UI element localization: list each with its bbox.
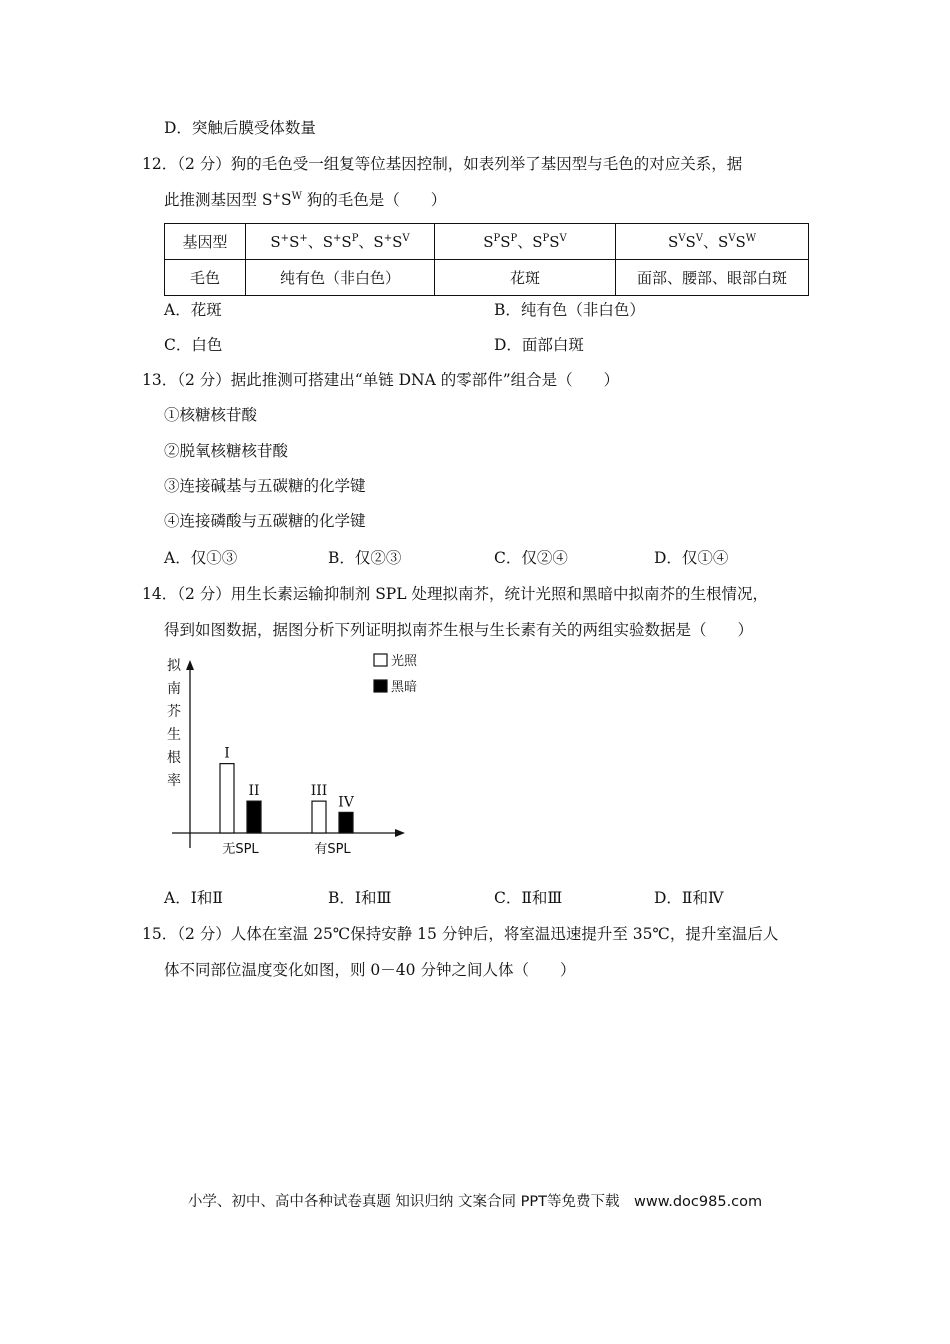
legend-label: 光照 xyxy=(391,654,418,669)
table-header-genotype: 基因型 xyxy=(165,224,246,260)
table-row-genotype xyxy=(165,224,809,260)
bar-iii xyxy=(312,801,326,833)
table-row-color xyxy=(165,260,809,296)
genotype-cell-1: S+S+、$S^+S^P$、$S^+S^V$ xyxy=(246,224,435,260)
q13-item-4: ④连接磷酸与五碳糖的化学键 xyxy=(164,512,366,530)
q12-option-c[interactable]: C．白色 xyxy=(164,336,223,354)
table-header-color: 毛色 xyxy=(165,260,246,296)
x-axis-arrow xyxy=(395,829,405,837)
q13-option-d[interactable]: D．仅①④ xyxy=(654,549,729,567)
bar-ii xyxy=(247,801,261,833)
q11-option-d: D．突触后膜受体数量 xyxy=(164,119,316,137)
rooting-rate-chart xyxy=(160,650,420,865)
y-axis-label-char: 芥 xyxy=(167,704,181,720)
color-cell-3: 面部、腰部、眼部白斑 xyxy=(616,260,809,296)
bar-label: IV xyxy=(338,794,354,811)
legend-label: 黑暗 xyxy=(391,680,418,695)
q14-stem-line2: 得到如图数据，据图分析下列证明拟南芥生根与生长素有关的两组实验数据是（ ） xyxy=(164,621,754,639)
y-axis-arrow xyxy=(186,660,194,670)
q12-stem-line2 xyxy=(164,190,446,210)
y-axis-label-char: 生 xyxy=(167,727,181,743)
genotype-table xyxy=(164,223,809,296)
bar-label: I xyxy=(224,745,230,762)
q13-option-c[interactable]: C．仅②④ xyxy=(494,549,568,567)
q14-option-b[interactable]: B．Ⅰ和Ⅲ xyxy=(328,889,392,907)
q13-option-a[interactable]: A．仅①③ xyxy=(164,549,238,567)
q12-option-d[interactable]: D．面部白斑 xyxy=(494,336,584,354)
q12-stem-line2-mid: S xyxy=(280,191,292,209)
q14-option-d[interactable]: D．Ⅱ和Ⅳ xyxy=(654,889,724,907)
q12-stem-line2-pre: 此推测基因型 S xyxy=(164,191,273,209)
q12-option-b[interactable]: B．纯有色（非白色） xyxy=(494,301,645,319)
q13-stem: 13．（2 分）据此推测可搭建出“单链 DNA 的零部件”组合是（ ） xyxy=(142,371,620,389)
q12-option-a[interactable]: A．花斑 xyxy=(164,301,222,319)
footer-banner: 小学、初中、高中各种试卷真题 知识归纳 文案合同 PPT等免费下载 www.doc985.com xyxy=(187,1194,763,1210)
q14-option-a[interactable]: A．Ⅰ和Ⅱ xyxy=(164,889,223,907)
q12-stem-line1: 12．（2 分）狗的毛色受一组复等位基因控制，如表列举了基因型与毛色的对应关系，据 xyxy=(142,155,743,173)
legend-swatch xyxy=(374,654,387,666)
q15-stem-line1: 15．（2 分）人体在室温 25℃保持安静 15 分钟后，将室温迅速提升至 35℃，提升室温后人 xyxy=(142,925,779,943)
q13-item-1: ①核糖核苷酸 xyxy=(164,406,258,424)
color-cell-2: 花斑 xyxy=(435,260,616,296)
q12-sup-plus: + xyxy=(272,191,281,202)
q12-stem-line2-post: 狗的毛色是（ ） xyxy=(301,191,447,209)
genotype-cell-3: $S^VS^V$、$S^VS^W$ xyxy=(616,224,809,260)
q12-sup-w: W xyxy=(291,191,302,202)
q13-item-2: ②脱氧核糖核苷酸 xyxy=(164,442,289,460)
q13-item-3: ③连接碱基与五碳糖的化学键 xyxy=(164,477,366,495)
genotype-cell-2: $S^PS^P$、$S^PS^V$ xyxy=(435,224,616,260)
bar-label: II xyxy=(248,783,260,800)
q13-option-b[interactable]: B．仅②③ xyxy=(328,549,402,567)
y-axis-label-char: 南 xyxy=(167,681,181,697)
bar-i xyxy=(220,764,234,833)
q14-option-c[interactable]: C．Ⅱ和Ⅲ xyxy=(494,889,563,907)
y-axis-label-char: 拟 xyxy=(167,658,181,674)
q15-stem-line2: 体不同部位温度变化如图，则 0－40 分钟之间人体（ ） xyxy=(164,961,576,979)
y-axis-label-char: 率 xyxy=(167,773,181,789)
color-cell-1: 纯有色（非白色） xyxy=(246,260,435,296)
legend-swatch xyxy=(374,680,387,692)
x-tick-label: 有SPL xyxy=(314,842,351,857)
x-tick-label: 无SPL xyxy=(222,842,259,857)
bar-label: III xyxy=(310,783,328,800)
y-axis-label-char: 根 xyxy=(167,750,181,766)
bar-iv xyxy=(339,812,353,833)
q14-stem-line1: 14．（2 分）用生长素运输抑制剂 SPL 处理拟南芥，统计光照和黑暗中拟南芥的生根情况， xyxy=(142,585,768,603)
